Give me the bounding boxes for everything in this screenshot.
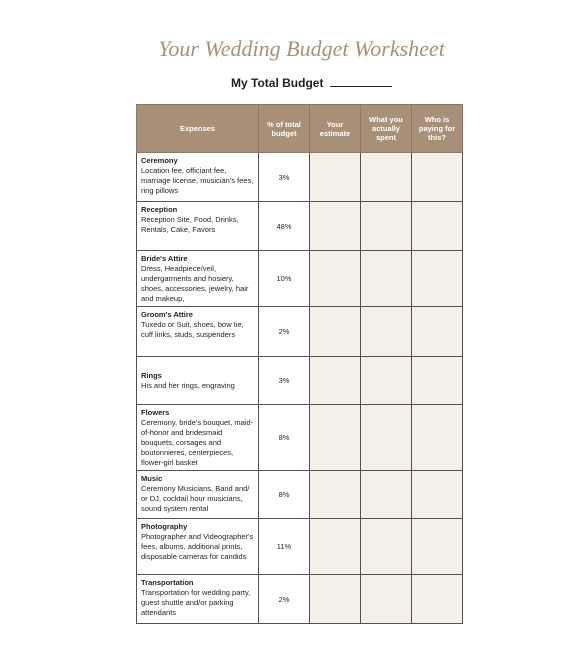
estimate-cell[interactable] xyxy=(310,202,361,251)
expense-category: Rings xyxy=(141,371,162,380)
expense-cell xyxy=(137,307,259,357)
paying-cell[interactable] xyxy=(412,357,463,405)
expense-category: Bride's Attire xyxy=(141,254,188,263)
estimate-cell[interactable] xyxy=(310,153,361,202)
expense-cell xyxy=(137,405,259,471)
expense-cell xyxy=(137,153,259,202)
table-header-row xyxy=(137,105,463,153)
paying-cell[interactable] xyxy=(412,153,463,202)
header-spent: What you actually spent xyxy=(361,105,412,153)
table-row xyxy=(137,153,463,202)
spent-cell[interactable] xyxy=(361,471,412,519)
expense-details: Photographer and Videographer's fees, albums, additional prints, disposable cameras for candids xyxy=(141,532,254,561)
expense-category: Reception xyxy=(141,205,178,214)
table-row xyxy=(137,519,463,575)
expense-category: Ceremony xyxy=(141,156,178,165)
expense-cell xyxy=(137,357,259,405)
percent-cell: 10% xyxy=(259,251,310,307)
table-row xyxy=(137,202,463,251)
percent-cell: 2% xyxy=(259,575,310,624)
header-paying: Who is paying for this? xyxy=(412,105,463,153)
expense-category: Groom's Attire xyxy=(141,310,193,319)
spent-cell[interactable] xyxy=(361,405,412,471)
table-row xyxy=(137,471,463,519)
percent-cell: 8% xyxy=(259,405,310,471)
header-expenses: Expenses xyxy=(137,105,259,153)
expense-cell xyxy=(137,251,259,307)
page-title: Your Wedding Budget Worksheet xyxy=(158,36,445,61)
estimate-cell[interactable] xyxy=(310,251,361,307)
expense-category: Music xyxy=(141,474,163,483)
percent-cell: 48% xyxy=(259,202,310,251)
expense-cell xyxy=(137,519,259,575)
percent-cell: 2% xyxy=(259,307,310,357)
estimate-cell[interactable] xyxy=(310,575,361,624)
paying-cell[interactable] xyxy=(412,405,463,471)
spent-cell[interactable] xyxy=(361,575,412,624)
estimate-cell[interactable] xyxy=(310,519,361,575)
table-row xyxy=(137,307,463,357)
paying-cell[interactable] xyxy=(412,519,463,575)
expense-details: Ceremony Musicians, Band and/ or DJ, cocktail hour musicians, sound system rental xyxy=(141,484,250,513)
spent-cell[interactable] xyxy=(361,357,412,405)
expense-cell xyxy=(137,575,259,624)
total-budget-label: My Total Budget xyxy=(231,76,324,90)
expense-details: Tuxedo or Suit, shoes, bow tie, cuff links, studs, suspenders xyxy=(141,320,244,339)
percent-cell: 8% xyxy=(259,471,310,519)
estimate-cell[interactable] xyxy=(310,357,361,405)
paying-cell[interactable] xyxy=(412,575,463,624)
expense-details: His and her rings, engraving xyxy=(141,381,235,390)
paying-cell[interactable] xyxy=(412,471,463,519)
spent-cell[interactable] xyxy=(361,307,412,357)
header-percent: % of total budget xyxy=(259,105,310,153)
table-row xyxy=(137,251,463,307)
table-row xyxy=(137,357,463,405)
table-row xyxy=(137,575,463,624)
percent-cell: 3% xyxy=(259,357,310,405)
percent-cell: 3% xyxy=(259,153,310,202)
total-budget-blank[interactable] xyxy=(330,77,392,87)
budget-table xyxy=(136,104,463,624)
header-estimate: Your estimate xyxy=(310,105,361,153)
total-budget-line xyxy=(231,76,392,90)
estimate-cell[interactable] xyxy=(310,307,361,357)
spent-cell[interactable] xyxy=(361,251,412,307)
expense-category: Flowers xyxy=(141,408,170,417)
paying-cell[interactable] xyxy=(412,251,463,307)
estimate-cell[interactable] xyxy=(310,405,361,471)
expense-details: Ceremony, bride's bouquet, maid-of-honor and bridesmaid bouquets, corsages and boutonnieres, centerpieces, flower-girl basket xyxy=(141,418,254,467)
expense-details: Reception Site, Food, Drinks, Rentals, Cake, Favors xyxy=(141,215,239,234)
expense-cell xyxy=(137,202,259,251)
expense-details: Dress, Headpiece/veil, undergarments and hosiery, shoes, accessories, jewelry, hair and makeup, xyxy=(141,264,249,303)
expense-category: Photography xyxy=(141,522,188,531)
expense-category: Transportation xyxy=(141,578,194,587)
paying-cell[interactable] xyxy=(412,307,463,357)
table-row xyxy=(137,405,463,471)
estimate-cell[interactable] xyxy=(310,471,361,519)
spent-cell[interactable] xyxy=(361,153,412,202)
expense-details: Transportation for wedding party, guest shuttle and/or parking attendants xyxy=(141,588,251,617)
spent-cell[interactable] xyxy=(361,519,412,575)
spent-cell[interactable] xyxy=(361,202,412,251)
percent-cell: 11% xyxy=(259,519,310,575)
expense-cell xyxy=(137,471,259,519)
expense-details: Location fee, officiant fee, marriage license, musician's fees, ring pillows xyxy=(141,166,254,195)
paying-cell[interactable] xyxy=(412,202,463,251)
